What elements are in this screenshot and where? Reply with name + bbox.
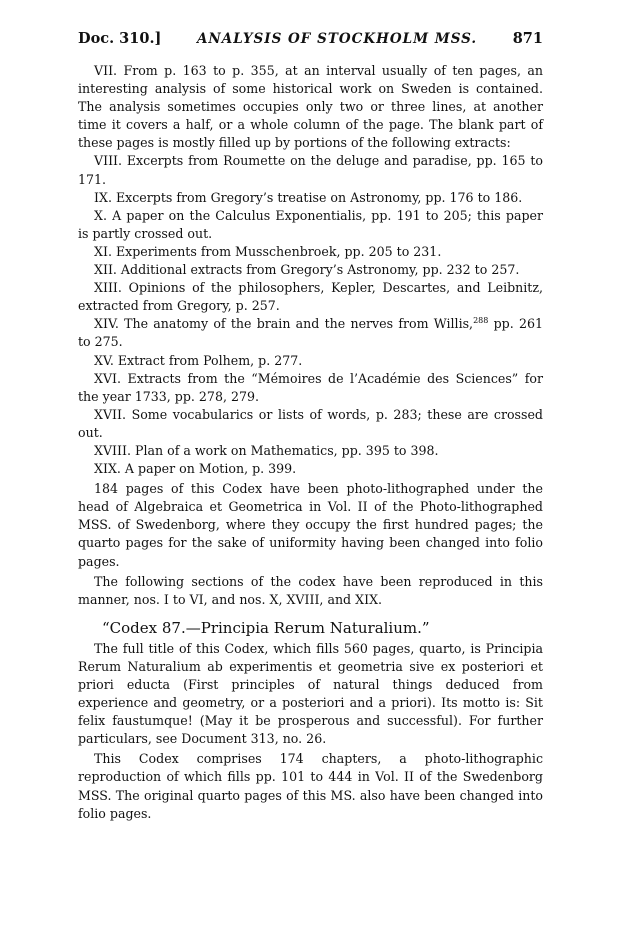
- paragraph-chapters: This Codex comprises 174 chapters, a photo-lithographic reproduction of which fills pp. 101 to 444 in Vol. II of the Swedenborg MSS. The original quarto pages of this MS. also have been changed into folio pages.: [78, 751, 543, 821]
- entry-xvii: XVII. Some vocabularics or lists of words, p. 283; these are crossed out.: [78, 406, 543, 440]
- entry-viii: VIII. Excerpts from Roumette on the deluge and paradise, pp. 165 to 171.: [78, 153, 543, 187]
- entry-xii: XII. Additional extracts from Gregory’s Astronomy, pp. 232 to 257.: [94, 262, 520, 278]
- page-header: [78, 30, 543, 48]
- entry-xiii: XIII. Opinions of the philosophers, Kepler, Descartes, and Leibnitz, extracted from Gregory, p. 257.: [78, 280, 543, 314]
- entry-xv: XV. Extract from Polhem, p. 277.: [94, 352, 303, 368]
- entry-xix: XIX. A paper on Motion, p. 399.: [94, 461, 297, 477]
- running-title: ANALYSIS OF STOCKHOLM MSS.: [196, 31, 478, 47]
- paragraph-full-title: The full title of this Codex, which fills 560 pages, quarto, is Principia Rerum Naturalium ab experimentis et geometria sive ex posteriori et priori educta (First principles of natural things deduced from experience and geometry, or a posteriori and a priori). Its motto is: Sit felix faustumque! (May it be prosperous and successful). For further particulars, see Document 313, no. 26.: [78, 640, 543, 747]
- entry-xviii: XVIII. Plan of a work on Mathematics, pp. 395 to 398.: [94, 442, 439, 458]
- doc-reference: Doc. 310.]: [78, 30, 162, 47]
- entry-ix: IX. Excerpts from Gregory’s treatise on Astronomy, pp. 176 to 186.: [94, 189, 523, 205]
- entry-xiv-text: XIV. The anatomy of the brain and the nerves from Willis,: [94, 316, 474, 332]
- footnote-marker: 288: [473, 316, 489, 326]
- section-heading: “Codex 87.—Principia Rerum Naturalium.”: [102, 618, 430, 637]
- entry-xvi: XVI. Extracts from the “Mémoires de l’Académie des Sciences” for the year 1733, pp. 278, 279.: [78, 370, 543, 404]
- page-number: 871: [512, 30, 543, 47]
- paragraph-photolithograph: 184 pages of this Codex have been photo-lithographed under the head of Algebraica et Geometrica in Vol. II of the Photo-lithographed MSS. of Swedenborg, where they occupy the first hundred pages; the quarto pages for the sake of uniformity having been changed into folio pages.: [78, 481, 543, 569]
- body-text: [78, 62, 543, 823]
- entry-xiv: [78, 315, 543, 351]
- paragraph-reproduced-sections: The following sections of the codex have been reproduced in this manner, nos. I to VI, and nos. X, XVIII, and XIX.: [78, 573, 543, 607]
- entry-xi: XI. Experiments from Musschenbroek, pp. 205 to 231.: [94, 243, 442, 259]
- entry-vii: VII. From p. 163 to p. 355, at an interval usually of ten pages, an interesting analysis of some historical work on Sweden is contained. The analysis sometimes occupies only two or three lines, at another time it covers a half, or a whole column of the page. The blank part of these pages is mostly filled up by portions of the following extracts:: [78, 63, 543, 151]
- entry-xiv-pages: pp. 261 to 275.: [78, 316, 544, 350]
- entry-x: X. A paper on the Calculus Exponentialis, pp. 191 to 205; this paper is partly crossed out.: [78, 207, 543, 241]
